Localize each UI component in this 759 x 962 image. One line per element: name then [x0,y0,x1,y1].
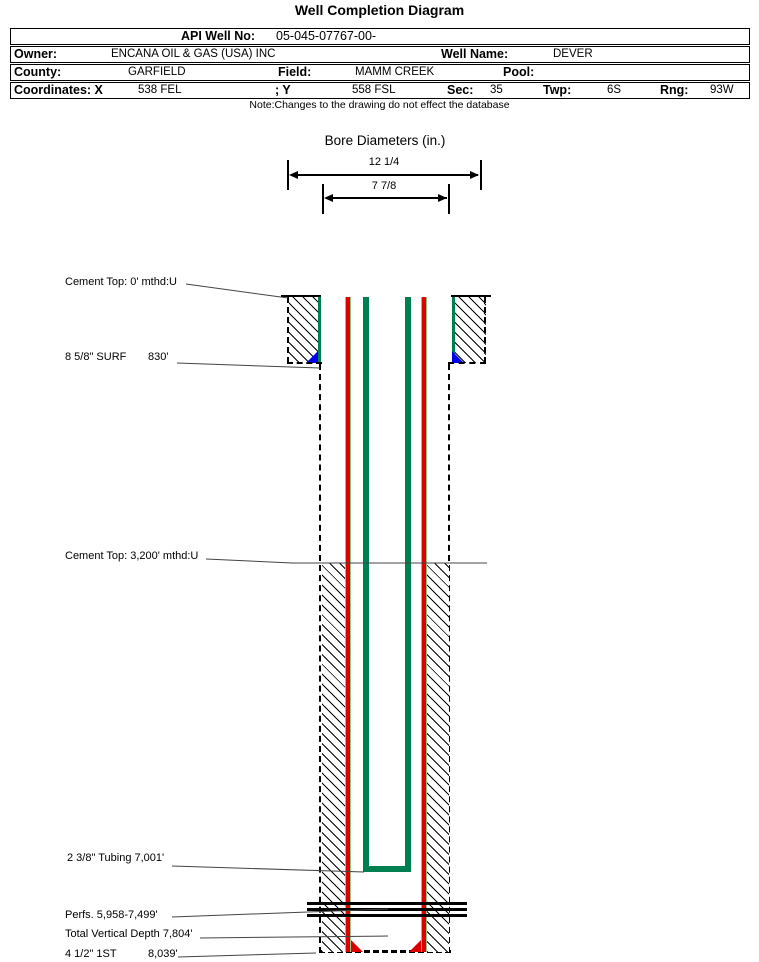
leader-cement-top-0 [186,284,288,298]
table-row-county [10,64,750,81]
county-value: GARFIELD [128,66,186,78]
owner-label: Owner: [14,47,58,61]
inner-diameter-dim-line [326,197,447,199]
production-casing-left [345,297,351,952]
sec-value: 35 [490,84,503,96]
tvd-label: Total Vertical Depth 7,804' [65,928,193,940]
rng-value: 93W [710,84,734,96]
cement-top-surface-label: Cement Top: 0' mthd:U [65,276,177,288]
county-label: County: [14,65,62,79]
well-name-label: Well Name: [441,47,509,61]
database-note: Note:Changes to the drawing do not effect the database [249,99,510,111]
owner-value: ENCANA OIL & GAS (USA) INC [111,48,276,60]
table-row-coordinates [10,82,750,99]
production-casing-shoe-right [409,940,421,952]
table-row-api [10,28,750,45]
perfs-label: Perfs. 5,958-7,499' [65,909,158,921]
surface-casing-depth: 830' [148,351,169,363]
production-cement-right [427,563,449,952]
borehole-step-right [448,362,486,364]
production-casing-label: 4 1/2" 1ST [65,948,117,960]
twp-value: 6S [607,84,622,96]
outer-diameter-label: 12 1/4 [368,156,400,168]
dim-tick [448,184,450,214]
pool-label: Pool: [503,65,535,79]
tubing-string [363,297,411,872]
arrow-right-icon [470,171,479,179]
arrow-right-icon [438,194,447,202]
page-title: Well Completion Diagram [294,2,465,18]
well-name-value: DEVER [553,48,593,60]
perforation-mark [307,908,467,911]
production-casing-shoe-left [351,940,363,952]
surface-casing-label: 8 5/8" SURF [65,351,127,363]
coordinates-label: Coordinates: X [14,83,103,97]
coordinate-y-label: ; Y [275,83,291,97]
twp-label: Twp: [543,83,572,97]
table-row-owner [10,46,750,63]
production-casing-right [421,297,427,952]
coordinate-y-value: 558 FSL [352,84,396,96]
leader-production-casing [178,953,316,957]
tubing-label: 2 3/8" Tubing 7,001' [67,852,165,864]
production-casing-depth: 8,039' [148,948,178,960]
borehole-step-left [287,362,322,364]
cement-top-production-label: Cement Top: 3,200' mthd:U [65,550,199,562]
arrow-left-icon [324,194,333,202]
inner-diameter-label: 7 7/8 [371,180,397,192]
api-well-no-label: API Well No: [181,29,256,43]
field-value: MAMM CREEK [355,66,435,78]
rng-label: Rng: [660,83,689,97]
borehole-wall-left [319,364,321,953]
perforation-mark [307,914,467,917]
api-well-no-value: 05-045-07767-00- [276,29,377,43]
perforation-mark [307,902,467,905]
well-header-table [10,28,750,100]
field-label: Field: [278,65,312,79]
bore-diameters-title: Bore Diameters (in.) [324,133,446,148]
coordinate-x-value: 538 FEL [138,84,182,96]
sec-label: Sec: [447,83,474,97]
outer-diameter-dim-line [291,174,478,176]
dim-tick [480,160,482,190]
surface-casing-wall-left [318,297,321,363]
leader-tvd [200,936,388,938]
production-cement-left [322,563,345,952]
arrow-left-icon [289,171,298,179]
